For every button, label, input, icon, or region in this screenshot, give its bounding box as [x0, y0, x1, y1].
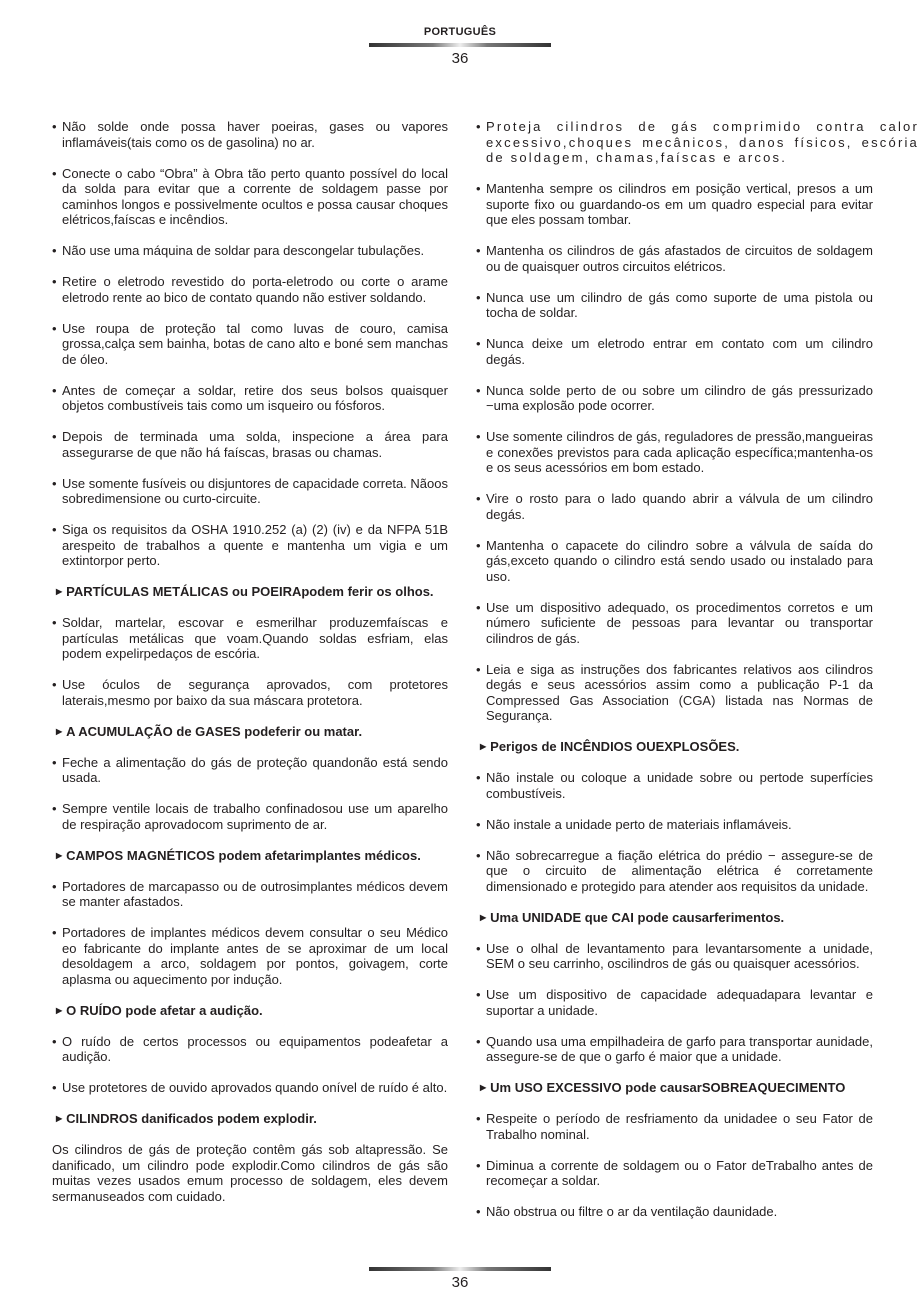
header-divider — [369, 43, 551, 47]
section-heading-text: Um USO EXCESSIVO pode causarSOBREAQUECIMENTO — [490, 1080, 846, 1095]
section-heading — [476, 739, 873, 755]
bullet-item: • Siga os requisitos da OSHA 1910.252 (a) (2) (iv) e da NFPA 51B arespeito de trabalhos a quente e mantenha um vigia e um extintorpor perto. — [52, 522, 448, 569]
bullet-item: • Soldar, martelar, escovar e esmerilhar produzemfaíscas e partículas metálicas que voam.Quando soldas esfriam, elas podem expelirpedaços de escória. — [52, 615, 448, 662]
paragraph: Os cilindros de gás de proteção contêm gás sob altapressão. Se danificado, um cilindro pode explodir.Como cilindros de gás são muitas vezes usados emum processo de soldagem, eles devem sermanuseados com cuidado. — [52, 1142, 448, 1204]
bullet-item: • Use somente fusíveis ou disjuntores de capacidade correta. Nãoos sobredimensione ou curto-circuite. — [52, 476, 448, 507]
section-heading — [52, 584, 448, 600]
bullet-item: • Nunca use um cilindro de gás como suporte de uma pistola ou tocha de soldar. — [476, 290, 873, 321]
bullet-item: • Use óculos de segurança aprovados, com protetores laterais,mesmo por baixo da sua máscara protetora. — [52, 677, 448, 708]
triangle-bullet-icon: ▶ — [56, 1005, 63, 1015]
language-header: PORTUGUÊS — [423, 26, 497, 38]
bullet-item: • Não use uma máquina de soldar para descongelar tubulações. — [52, 243, 448, 259]
bullet-item: • Sempre ventile locais de trabalho confinadosou use um aparelho de respiração aprovadocom suprimento de ar. — [52, 801, 448, 832]
bullet-item: • Portadores de marcapasso ou de outrosimplantes médicos devem se manter afastados. — [52, 879, 448, 910]
bullet-item: • Leia e siga as instruções dos fabricantes relativos aos cilindros degás e seus acessórios assim como a publicação P-1 da Compressed Gas Association (CGA) listada nas Normas de Segurança. — [476, 662, 873, 724]
section-heading-text: Uma UNIDADE que CAI pode causarferimentos. — [490, 909, 785, 925]
section-heading-text: PARTÍCULAS METÁLICAS ou POEIRApodem ferir os olhos. — [66, 584, 434, 599]
bullet-item: • Portadores de implantes médicos devem consultar o seu Médico eo fabricante do implante antes de se aproximar de um local desoldagem a arco, soldagem por pontos, goivagem, corte aplasma ou aquecimento por indução. — [52, 925, 448, 987]
bullet-item: • Mantenha os cilindros de gás afastados de circuitos de soldagem ou de quaisquer outros circuitos elétricos. — [476, 243, 873, 274]
section-heading — [476, 1080, 873, 1096]
bullet-item: • Respeite o período de resfriamento da unidadee o seu Fator de Trabalho nominal. — [476, 1111, 873, 1142]
section-heading — [52, 1003, 448, 1019]
triangle-bullet-icon: ▶ — [56, 850, 63, 860]
bullet-item: • Antes de começar a soldar, retire dos seus bolsos quaisquer objetos combustíveis tais como um isqueiro ou fósforos. — [52, 383, 448, 414]
bullet-item: • Quando usa uma empilhadeira de garfo para transportar aunidade, assegure-se de que o garfo é maior que a unidade. — [476, 1034, 873, 1065]
section-heading — [476, 910, 873, 926]
bullet-item: • Use protetores de ouvido aprovados quando onível de ruído é alto. — [52, 1080, 448, 1096]
bullet-item: • Use roupa de proteção tal como luvas de couro, camisa grossa,calça sem bainha, botas de cano alto e boné sem manchas de óleo. — [52, 321, 448, 368]
section-heading — [52, 724, 448, 740]
bullet-item: • Proteja cilindros de gás comprimido contra calor excessivo,choques mecânicos, danos físicos, escória de soldagem, chamas,faíscas e arcos. — [476, 119, 919, 166]
bullet-item: • Vire o rosto para o lado quando abrir a válvula de um cilindro degás. — [476, 491, 873, 522]
bullet-item: • Retire o eletrodo revestido do porta-eletrodo ou corte o arame eletrodo rente ao bico de contato quando não estiver soldando. — [52, 274, 448, 305]
bullet-item: • Não instale ou coloque a unidade sobre ou pertode superfícies combustíveis. — [476, 770, 873, 801]
left-column — [52, 119, 448, 1220]
bullet-item: • Nunca solde perto de ou sobre um cilindro de gás pressurizado −uma explosão pode ocorrer. — [476, 383, 873, 414]
section-heading-text: CILINDROS danificados podem explodir. — [66, 1111, 317, 1126]
section-heading-text: CAMPOS MAGNÉTICOS podem afetarimplantes médicos. — [66, 847, 421, 863]
footer-divider — [369, 1267, 551, 1271]
bullet-item: • Não solde onde possa haver poeiras, gases ou vapores inflamáveis(tais como os de gasolina) no ar. — [52, 119, 448, 150]
triangle-bullet-icon: ▶ — [480, 1083, 487, 1092]
section-heading-text: O RUÍDO pode afetar a audição. — [66, 1002, 263, 1018]
section-heading — [52, 1111, 448, 1127]
bullet-item: • Não obstrua ou filtre o ar da ventilação daunidade. — [476, 1204, 873, 1220]
right-column — [476, 119, 919, 1235]
bullet-item: • Nunca deixe um eletrodo entrar em contato com um cilindro degás. — [476, 336, 873, 367]
bullet-item: • Feche a alimentação do gás de proteção quandonão está sendo usada. — [52, 755, 448, 786]
bullet-item: • Use um dispositivo adequado, os procedimentos corretos e um número suficiente de pessoas para levantar ou transportar cilindros de gás. — [476, 600, 873, 647]
section-heading-text: A ACUMULAÇÃO de GASES podeferir ou matar. — [66, 723, 363, 739]
section-heading — [52, 848, 448, 864]
triangle-bullet-icon: ▶ — [480, 742, 487, 751]
triangle-bullet-icon: ▶ — [56, 1114, 63, 1123]
bullet-item: • Mantenha o capacete do cilindro sobre a válvula de saída do gás,exceto quando o cilindro está sendo usado ou instalado para uso. — [476, 538, 873, 585]
bullet-item: • Não instale a unidade perto de materiais inflamáveis. — [476, 817, 873, 833]
bullet-item: • O ruído de certos processos ou equipamentos podeafetar a audição. — [52, 1034, 448, 1065]
triangle-bullet-icon: ▶ — [480, 912, 487, 922]
bullet-item: • Não sobrecarregue a fiação elétrica do prédio − assegure-se de que o circuito de alimentação elétrica é corretamente dimensionado e protegido para atender aos requisitos da unidade. — [476, 848, 873, 895]
bullet-item: • Use um dispositivo de capacidade adequadapara levantar e suportar a unidade. — [476, 987, 873, 1018]
bullet-item: • Conecte o cabo “Obra” à Obra tão perto quanto possível do local da solda para evitar que a corrente de soldagem passe por caminhos longos e possivelmente ocultos e possa causar choques elétricos,faíscas e incêndios. — [52, 166, 448, 228]
bullet-item: • Use somente cilindros de gás, reguladores de pressão,mangueiras e conexões previstos para cada aplicação específica;mantenha-os e os seus acessórios em bom estado. — [476, 429, 873, 476]
bullet-item: • Mantenha sempre os cilindros em posição vertical, presos a um suporte fixo ou guardando-os em um quadro especial para evitar que eles possam tombar. — [476, 181, 873, 228]
bullet-item: • Use o olhal de levantamento para levantarsomente a unidade, SEM o seu carrinho, oscilindros de gás ou quaisquer acessórios. — [476, 941, 873, 972]
bullet-item: • Depois de terminada uma solda, inspecione a área para assegurarse de que não há faíscas, brasas ou chamas. — [52, 429, 448, 460]
page-number-bottom: 36 — [451, 1274, 469, 1291]
bullet-item: • Diminua a corrente de soldagem ou o Fator deTrabalho antes de recomeçar a soldar. — [476, 1158, 873, 1189]
page-number-top: 36 — [451, 50, 469, 67]
triangle-bullet-icon: ▶ — [56, 726, 63, 736]
triangle-bullet-icon: ▶ — [56, 587, 63, 596]
section-heading-text: Perigos de INCÊNDIOS OUEXPLOSÕES. — [490, 739, 740, 754]
